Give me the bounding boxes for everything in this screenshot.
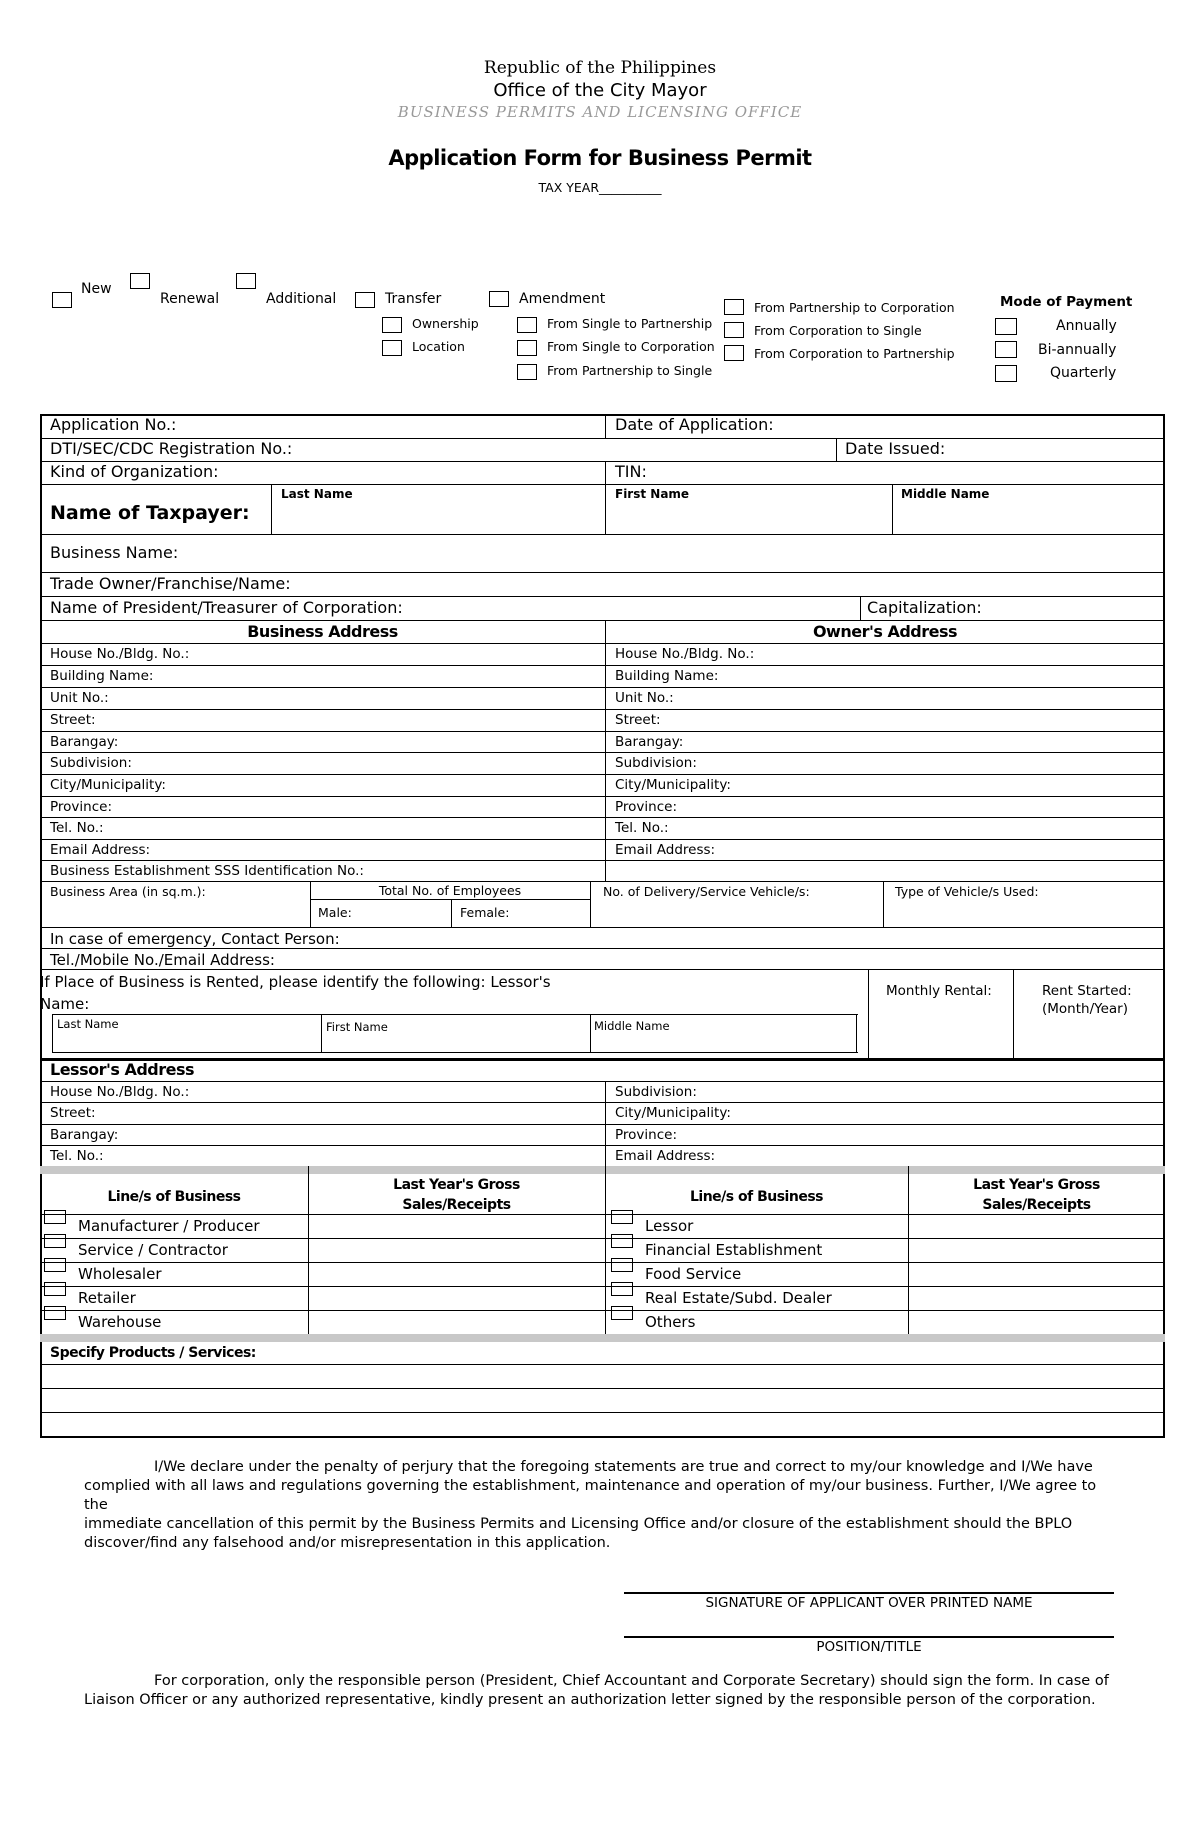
owner-province-label: Province: (615, 799, 677, 815)
business-house-no-label: House No./Bldg. No.: (50, 646, 190, 662)
president-treasurer-label: Name of President/Treasurer of Corporation: (50, 598, 403, 617)
manufacturer-checkbox[interactable] (44, 1210, 66, 1224)
header-republic: Republic of the Philippines (483, 58, 717, 78)
food-service-label: Food Service (645, 1265, 742, 1283)
business-city-label: City/Municipality: (50, 777, 166, 793)
date-of-application-label: Date of Application: (615, 415, 774, 434)
business-subdivision-label: Subdivision: (50, 755, 132, 771)
single-to-partnership-checkbox[interactable] (517, 317, 537, 333)
rent-started-label: Rent Started: (1042, 983, 1132, 999)
location-checkbox[interactable] (382, 340, 402, 356)
footnote-line-1: For corporation, only the responsible person (President, Chief Accountant and Corporate Secretary) should sign the form. In case of (154, 1673, 1109, 1689)
gross-sales-left-header-2: Sales/Receipts (402, 1197, 511, 1213)
additional-label: Additional (266, 291, 337, 307)
business-address-header: Business Address (247, 622, 398, 641)
owner-house-no-label: House No./Bldg. No.: (615, 646, 755, 662)
business-tel-label: Tel. No.: (50, 820, 104, 836)
corporation-to-single-label: From Corporation to Single (754, 323, 922, 338)
retailer-checkbox[interactable] (44, 1282, 66, 1296)
taxpayer-first-name-label: First Name (615, 487, 690, 501)
form-title: Application Form for Business Permit (388, 146, 812, 170)
lessor-house-no-label: House No./Bldg. No.: (50, 1084, 190, 1100)
owner-city-label: City/Municipality: (615, 777, 731, 793)
location-label: Location (412, 339, 465, 354)
date-issued-label: Date Issued: (845, 439, 946, 458)
footnote-text (84, 1672, 1120, 1710)
lessor-first-name-label: First Name (326, 1020, 388, 1034)
corporation-to-partnership-checkbox[interactable] (724, 345, 744, 361)
new-label: New (81, 281, 112, 297)
renewal-label: Renewal (160, 291, 220, 307)
gross-sales-right-header: Last Year's Gross (973, 1177, 1100, 1193)
signature-line (624, 1592, 1114, 1594)
owner-barangay-label: Barangay: (615, 734, 684, 750)
business-barangay-label: Barangay: (50, 734, 119, 750)
monthly-rental-label: Monthly Rental: (886, 983, 992, 999)
owner-tel-label: Tel. No.: (615, 820, 669, 836)
partnership-to-single-label: From Partnership to Single (547, 363, 713, 378)
declaration-line-4: discover/find any falsehood and/or misrepresentation in this application. (84, 1535, 611, 1551)
vehicle-type-label: Type of Vehicle/s Used: (895, 884, 1039, 899)
tel-mobile-email-label: Tel./Mobile No./Email Address: (50, 951, 275, 969)
lessor-last-name-label: Last Name (57, 1017, 119, 1031)
owner-building-name-label: Building Name: (615, 668, 719, 684)
business-area-label: Business Area (in sq.m.): (50, 884, 206, 899)
lessor-subdivision-label: Subdivision: (615, 1084, 697, 1100)
declaration-line-2: complied with all laws and regulations governing the establishment, maintenance and operation of my/our business. Further, I/We agree to the (84, 1478, 1097, 1513)
others-checkbox[interactable] (611, 1306, 633, 1320)
real-estate-checkbox[interactable] (611, 1282, 633, 1296)
position-line (624, 1636, 1114, 1638)
header-bplo: BUSINESS PERMITS AND LICENSING OFFICE (397, 103, 803, 121)
lessors-address-header: Lessor's Address (50, 1060, 195, 1079)
owner-subdivision-label: Subdivision: (615, 755, 697, 771)
corporation-to-single-checkbox[interactable] (724, 322, 744, 338)
taxpayer-last-name-label: Last Name (281, 487, 353, 501)
lessor-email-label: Email Address: (615, 1148, 716, 1164)
partnership-to-corporation-checkbox[interactable] (724, 299, 744, 315)
tax-year: TAX YEAR__________ (538, 180, 662, 195)
single-to-partnership-label: From Single to Partnership (547, 316, 713, 331)
business-unit-no-label: Unit No.: (50, 690, 109, 706)
delivery-vehicles-label: No. of Delivery/Service Vehicle/s: (603, 884, 810, 899)
footnote-line-2: Liaison Officer or any authorized representative, kindly present an authorization letter signed by the responsible person of the corporation. (84, 1692, 1096, 1708)
application-form-table (40, 414, 1165, 1438)
ownership-checkbox[interactable] (382, 317, 402, 333)
business-province-label: Province: (50, 799, 112, 815)
quarterly-label: Quarterly (1050, 365, 1117, 381)
amendment-checkbox[interactable] (489, 291, 509, 307)
total-employees-label: Total No. of Employees (378, 883, 522, 898)
manufacturer-label: Manufacturer / Producer (78, 1217, 260, 1235)
business-street-label: Street: (50, 712, 96, 728)
additional-checkbox[interactable] (236, 273, 256, 289)
service-contractor-checkbox[interactable] (44, 1234, 66, 1248)
lessor-barangay-label: Barangay: (50, 1127, 119, 1143)
trade-owner-label: Trade Owner/Franchise/Name: (50, 574, 291, 593)
lessor-city-label: City/Municipality: (615, 1105, 731, 1121)
wholesaler-label: Wholesaler (78, 1265, 162, 1283)
rent-started-month-year-label: (Month/Year) (1042, 1001, 1128, 1017)
owner-street-label: Street: (615, 712, 661, 728)
lines-of-business-right-header: Line/s of Business (690, 1189, 823, 1205)
others-label: Others (645, 1313, 696, 1331)
application-no-label: Application No.: (50, 415, 177, 434)
new-checkbox[interactable] (52, 292, 72, 308)
header-office: Office of the City Mayor (493, 80, 707, 101)
renewal-checkbox[interactable] (130, 273, 150, 289)
gross-sales-left-header: Last Year's Gross (393, 1177, 520, 1193)
female-label: Female: (460, 905, 510, 920)
partnership-to-single-checkbox[interactable] (517, 364, 537, 380)
food-service-checkbox[interactable] (611, 1258, 633, 1272)
lines-of-business-left-header: Line/s of Business (107, 1189, 241, 1205)
owner-email-label: Email Address: (615, 842, 716, 858)
corporation-to-partnership-label: From Corporation to Partnership (754, 346, 955, 361)
gross-sales-right-header-2: Sales/Receipts (982, 1197, 1091, 1213)
declaration-line-3: immediate cancellation of this permit by the Business Permits and Licensing Office and/or closure of the establishment should the BPLO (84, 1516, 1073, 1532)
financial-establishment-checkbox[interactable] (611, 1234, 633, 1248)
annually-checkbox[interactable] (995, 318, 1017, 335)
position-title-label: POSITION/TITLE (816, 1639, 922, 1655)
real-estate-label: Real Estate/Subd. Dealer (645, 1289, 832, 1307)
transfer-checkbox[interactable] (355, 292, 375, 308)
service-contractor-label: Service / Contractor (78, 1241, 228, 1259)
amendment-label: Amendment (519, 291, 606, 307)
specify-products-label: Specify Products / Services: (50, 1345, 256, 1361)
taxpayer-middle-name-label: Middle Name (901, 487, 990, 501)
name-of-taxpayer-label: Name of Taxpayer: (50, 502, 250, 524)
declaration-line-1: I/We declare under the penalty of perjury that the foregoing statements are true and correct to my/our knowledge and I/We have (154, 1459, 1093, 1475)
single-to-corporation-label: From Single to Corporation (547, 339, 715, 354)
declaration-text (84, 1458, 1120, 1553)
warehouse-checkbox[interactable] (44, 1306, 66, 1320)
business-name-label: Business Name: (50, 543, 179, 562)
ownership-label: Ownership (412, 316, 479, 331)
single-to-corporation-checkbox[interactable] (517, 340, 537, 356)
quarterly-checkbox[interactable] (995, 365, 1017, 382)
dti-sec-cdc-label: DTI/SEC/CDC Registration No.: (50, 439, 293, 458)
owners-address-header: Owner's Address (812, 622, 958, 641)
business-building-name-label: Building Name: (50, 668, 154, 684)
lessor-middle-name-label: Middle Name (594, 1019, 670, 1033)
transfer-label: Transfer (385, 291, 442, 307)
financial-establishment-label: Financial Establishment (645, 1241, 823, 1259)
bi-annually-label: Bi-annually (1038, 342, 1117, 358)
lessor-street-label: Street: (50, 1105, 96, 1121)
rented-prompt-name-label: Name: (40, 995, 90, 1013)
lessor-province-label: Province: (615, 1127, 677, 1143)
kind-of-organization-label: Kind of Organization: (50, 462, 219, 481)
mode-of-payment-title: Mode of Payment (1000, 294, 1133, 310)
annually-label: Annually (1056, 318, 1117, 334)
male-label: Male: (318, 905, 352, 920)
lessor-tel-label: Tel. No.: (50, 1148, 104, 1164)
sss-label: Business Establishment SSS Identification No.: (50, 863, 364, 879)
wholesaler-checkbox[interactable] (44, 1258, 66, 1272)
tin-label: TIN: (615, 462, 647, 481)
emergency-contact-label: In case of emergency, Contact Person: (50, 930, 340, 948)
signature-applicant-label: SIGNATURE OF APPLICANT OVER PRINTED NAME (705, 1595, 1033, 1611)
lessor-checkbox[interactable] (611, 1210, 633, 1224)
bi-annually-checkbox[interactable] (995, 341, 1017, 358)
rented-prompt-label: If Place of Business is Rented, please identify the following: Lessor's (40, 973, 551, 991)
business-email-label: Email Address: (50, 842, 151, 858)
owner-unit-no-label: Unit No.: (615, 690, 674, 706)
capitalization-label: Capitalization: (867, 598, 982, 617)
partnership-to-corporation-label: From Partnership to Corporation (754, 300, 955, 315)
lessor-line-label: Lessor (645, 1217, 694, 1235)
retailer-label: Retailer (78, 1289, 136, 1307)
warehouse-label: Warehouse (78, 1313, 162, 1331)
